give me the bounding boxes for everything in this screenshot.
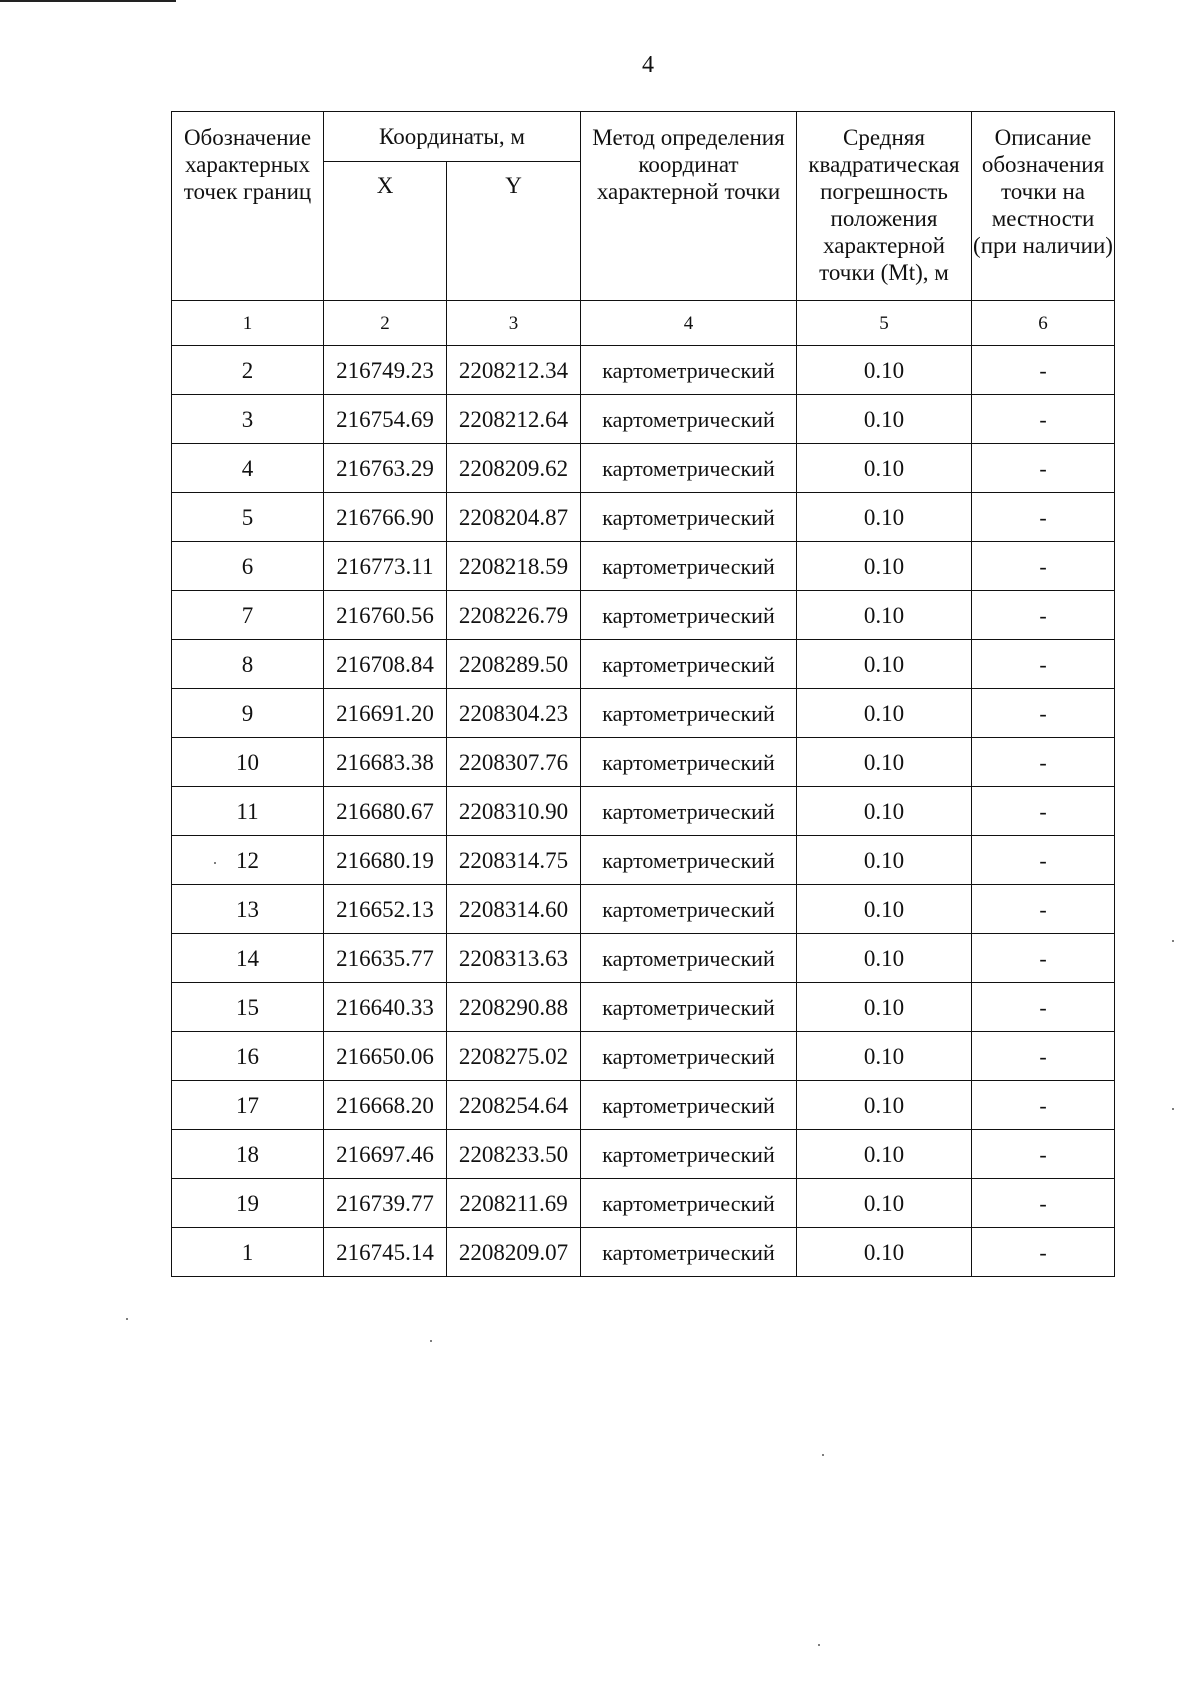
method-cell: картометрический bbox=[581, 885, 797, 934]
description-cell: - bbox=[972, 1130, 1115, 1179]
method-cell: картометрический bbox=[581, 395, 797, 444]
method-cell: картометрический bbox=[581, 1179, 797, 1228]
table-row bbox=[172, 395, 1115, 444]
description-cell: - bbox=[972, 1032, 1115, 1081]
method-cell: картометрический bbox=[581, 983, 797, 1032]
point-cell: 4 bbox=[172, 444, 324, 493]
x-coordinate-cell: 216635.77 bbox=[324, 934, 447, 983]
y-coordinate-cell: 2208290.88 bbox=[447, 983, 581, 1032]
table-row bbox=[172, 591, 1115, 640]
coordinates-table bbox=[171, 111, 1115, 1277]
point-cell: 13 bbox=[172, 885, 324, 934]
description-cell: - bbox=[972, 591, 1115, 640]
method-cell: картометрический bbox=[581, 836, 797, 885]
x-coordinate-cell: 216745.14 bbox=[324, 1228, 447, 1277]
point-cell: 2 bbox=[172, 346, 324, 395]
table-row bbox=[172, 542, 1115, 591]
point-cell: 16 bbox=[172, 1032, 324, 1081]
column-numbers-row bbox=[172, 301, 1115, 346]
point-cell: 10 bbox=[172, 738, 324, 787]
column-number: 2 bbox=[324, 301, 447, 346]
column-number: 4 bbox=[581, 301, 797, 346]
error-cell: 0.10 bbox=[797, 1179, 972, 1228]
method-cell: картометрический bbox=[581, 1130, 797, 1179]
error-cell: 0.10 bbox=[797, 983, 972, 1032]
description-cell: - bbox=[972, 640, 1115, 689]
table-row bbox=[172, 836, 1115, 885]
scan-speck bbox=[126, 1318, 128, 1320]
error-cell: 0.10 bbox=[797, 689, 972, 738]
description-cell: - bbox=[972, 787, 1115, 836]
description-cell: - bbox=[972, 444, 1115, 493]
y-coordinate-cell: 2208314.75 bbox=[447, 836, 581, 885]
x-coordinate-cell: 216650.06 bbox=[324, 1032, 447, 1081]
x-coordinate-cell: 216749.23 bbox=[324, 346, 447, 395]
table-row bbox=[172, 983, 1115, 1032]
error-cell: 0.10 bbox=[797, 934, 972, 983]
method-cell: картометрический bbox=[581, 542, 797, 591]
error-cell: 0.10 bbox=[797, 1228, 972, 1277]
point-cell: 3 bbox=[172, 395, 324, 444]
header-error: Средняя квадратическая погрешность положения характерной точки (Mt), м bbox=[797, 112, 972, 301]
y-coordinate-cell: 2208218.59 bbox=[447, 542, 581, 591]
description-cell: - bbox=[972, 1228, 1115, 1277]
header-description: Описание обозначения точки на местности (при наличии) bbox=[972, 112, 1115, 301]
table-row bbox=[172, 346, 1115, 395]
x-coordinate-cell: 216680.67 bbox=[324, 787, 447, 836]
description-cell: - bbox=[972, 836, 1115, 885]
x-coordinate-cell: 216739.77 bbox=[324, 1179, 447, 1228]
scan-speck bbox=[1172, 940, 1174, 942]
y-coordinate-cell: 2208307.76 bbox=[447, 738, 581, 787]
point-cell: 6 bbox=[172, 542, 324, 591]
column-number: 3 bbox=[447, 301, 581, 346]
description-cell: - bbox=[972, 934, 1115, 983]
x-coordinate-cell: 216680.19 bbox=[324, 836, 447, 885]
error-cell: 0.10 bbox=[797, 640, 972, 689]
x-coordinate-cell: 216708.84 bbox=[324, 640, 447, 689]
point-cell: 5 bbox=[172, 493, 324, 542]
x-coordinate-cell: 216754.69 bbox=[324, 395, 447, 444]
table-row bbox=[172, 885, 1115, 934]
y-coordinate-cell: 2208209.07 bbox=[447, 1228, 581, 1277]
method-cell: картометрический bbox=[581, 1081, 797, 1130]
point-cell: 15 bbox=[172, 983, 324, 1032]
error-cell: 0.10 bbox=[797, 836, 972, 885]
y-coordinate-cell: 2208304.23 bbox=[447, 689, 581, 738]
y-coordinate-cell: 2208211.69 bbox=[447, 1179, 581, 1228]
description-cell: - bbox=[972, 1081, 1115, 1130]
description-cell: - bbox=[972, 983, 1115, 1032]
point-cell: 17 bbox=[172, 1081, 324, 1130]
table-row bbox=[172, 640, 1115, 689]
error-cell: 0.10 bbox=[797, 738, 972, 787]
y-coordinate-cell: 2208204.87 bbox=[447, 493, 581, 542]
error-cell: 0.10 bbox=[797, 1130, 972, 1179]
table-row bbox=[172, 787, 1115, 836]
y-coordinate-cell: 2208212.64 bbox=[447, 395, 581, 444]
point-cell: 7 bbox=[172, 591, 324, 640]
y-coordinate-cell: 2208314.60 bbox=[447, 885, 581, 934]
point-cell: 18 bbox=[172, 1130, 324, 1179]
error-cell: 0.10 bbox=[797, 395, 972, 444]
description-cell: - bbox=[972, 738, 1115, 787]
point-cell: 19 bbox=[172, 1179, 324, 1228]
scan-speck bbox=[214, 862, 216, 864]
x-coordinate-cell: 216652.13 bbox=[324, 885, 447, 934]
table-body bbox=[172, 346, 1115, 1277]
header-coordinates: Координаты, м bbox=[324, 112, 581, 162]
x-coordinate-cell: 216691.20 bbox=[324, 689, 447, 738]
description-cell: - bbox=[972, 346, 1115, 395]
point-cell: 1 bbox=[172, 1228, 324, 1277]
point-cell: 8 bbox=[172, 640, 324, 689]
x-coordinate-cell: 216760.56 bbox=[324, 591, 447, 640]
description-cell: - bbox=[972, 885, 1115, 934]
header-x: X bbox=[324, 162, 447, 301]
table-row bbox=[172, 738, 1115, 787]
table-row bbox=[172, 934, 1115, 983]
method-cell: картометрический bbox=[581, 493, 797, 542]
x-coordinate-cell: 216766.90 bbox=[324, 493, 447, 542]
error-cell: 0.10 bbox=[797, 542, 972, 591]
y-coordinate-cell: 2208313.63 bbox=[447, 934, 581, 983]
x-coordinate-cell: 216763.29 bbox=[324, 444, 447, 493]
description-cell: - bbox=[972, 395, 1115, 444]
header-method: Метод определения координат характерной точки bbox=[581, 112, 797, 301]
error-cell: 0.10 bbox=[797, 346, 972, 395]
y-coordinate-cell: 2208254.64 bbox=[447, 1081, 581, 1130]
point-cell: 12 bbox=[172, 836, 324, 885]
x-coordinate-cell: 216683.38 bbox=[324, 738, 447, 787]
x-coordinate-cell: 216773.11 bbox=[324, 542, 447, 591]
table-row bbox=[172, 1130, 1115, 1179]
method-cell: картометрический bbox=[581, 738, 797, 787]
table-row bbox=[172, 1032, 1115, 1081]
description-cell: - bbox=[972, 493, 1115, 542]
point-cell: 11 bbox=[172, 787, 324, 836]
description-cell: - bbox=[972, 689, 1115, 738]
table-row bbox=[172, 1179, 1115, 1228]
scan-speck bbox=[818, 1644, 820, 1646]
column-number: 6 bbox=[972, 301, 1115, 346]
page-number: 4 bbox=[642, 52, 654, 78]
method-cell: картометрический bbox=[581, 1032, 797, 1081]
scan-speck bbox=[1172, 1108, 1174, 1110]
y-coordinate-cell: 2208226.79 bbox=[447, 591, 581, 640]
method-cell: картометрический bbox=[581, 640, 797, 689]
scan-speck bbox=[430, 1340, 432, 1342]
table-row bbox=[172, 1081, 1115, 1130]
method-cell: картометрический bbox=[581, 591, 797, 640]
error-cell: 0.10 bbox=[797, 444, 972, 493]
table-row bbox=[172, 493, 1115, 542]
x-coordinate-cell: 216668.20 bbox=[324, 1081, 447, 1130]
error-cell: 0.10 bbox=[797, 787, 972, 836]
point-cell: 9 bbox=[172, 689, 324, 738]
error-cell: 0.10 bbox=[797, 1032, 972, 1081]
header-designation: Обозначение характерных точек границ bbox=[172, 112, 324, 301]
method-cell: картометрический bbox=[581, 1228, 797, 1277]
x-coordinate-cell: 216697.46 bbox=[324, 1130, 447, 1179]
y-coordinate-cell: 2208209.62 bbox=[447, 444, 581, 493]
error-cell: 0.10 bbox=[797, 493, 972, 542]
y-coordinate-cell: 2208310.90 bbox=[447, 787, 581, 836]
column-number: 5 bbox=[797, 301, 972, 346]
error-cell: 0.10 bbox=[797, 885, 972, 934]
method-cell: картометрический bbox=[581, 787, 797, 836]
description-cell: - bbox=[972, 1179, 1115, 1228]
method-cell: картометрический bbox=[581, 934, 797, 983]
y-coordinate-cell: 2208275.02 bbox=[447, 1032, 581, 1081]
error-cell: 0.10 bbox=[797, 1081, 972, 1130]
method-cell: картометрический bbox=[581, 346, 797, 395]
header-y: Y bbox=[447, 162, 581, 301]
x-coordinate-cell: 216640.33 bbox=[324, 983, 447, 1032]
y-coordinate-cell: 2208212.34 bbox=[447, 346, 581, 395]
point-cell: 14 bbox=[172, 934, 324, 983]
table-row bbox=[172, 689, 1115, 738]
description-cell: - bbox=[972, 542, 1115, 591]
y-coordinate-cell: 2208289.50 bbox=[447, 640, 581, 689]
error-cell: 0.10 bbox=[797, 591, 972, 640]
scan-speck bbox=[822, 1454, 824, 1456]
method-cell: картометрический bbox=[581, 444, 797, 493]
y-coordinate-cell: 2208233.50 bbox=[447, 1130, 581, 1179]
table-row bbox=[172, 1228, 1115, 1277]
scan-edge-line bbox=[0, 0, 176, 2]
method-cell: картометрический bbox=[581, 689, 797, 738]
table-row bbox=[172, 444, 1115, 493]
column-number: 1 bbox=[172, 301, 324, 346]
